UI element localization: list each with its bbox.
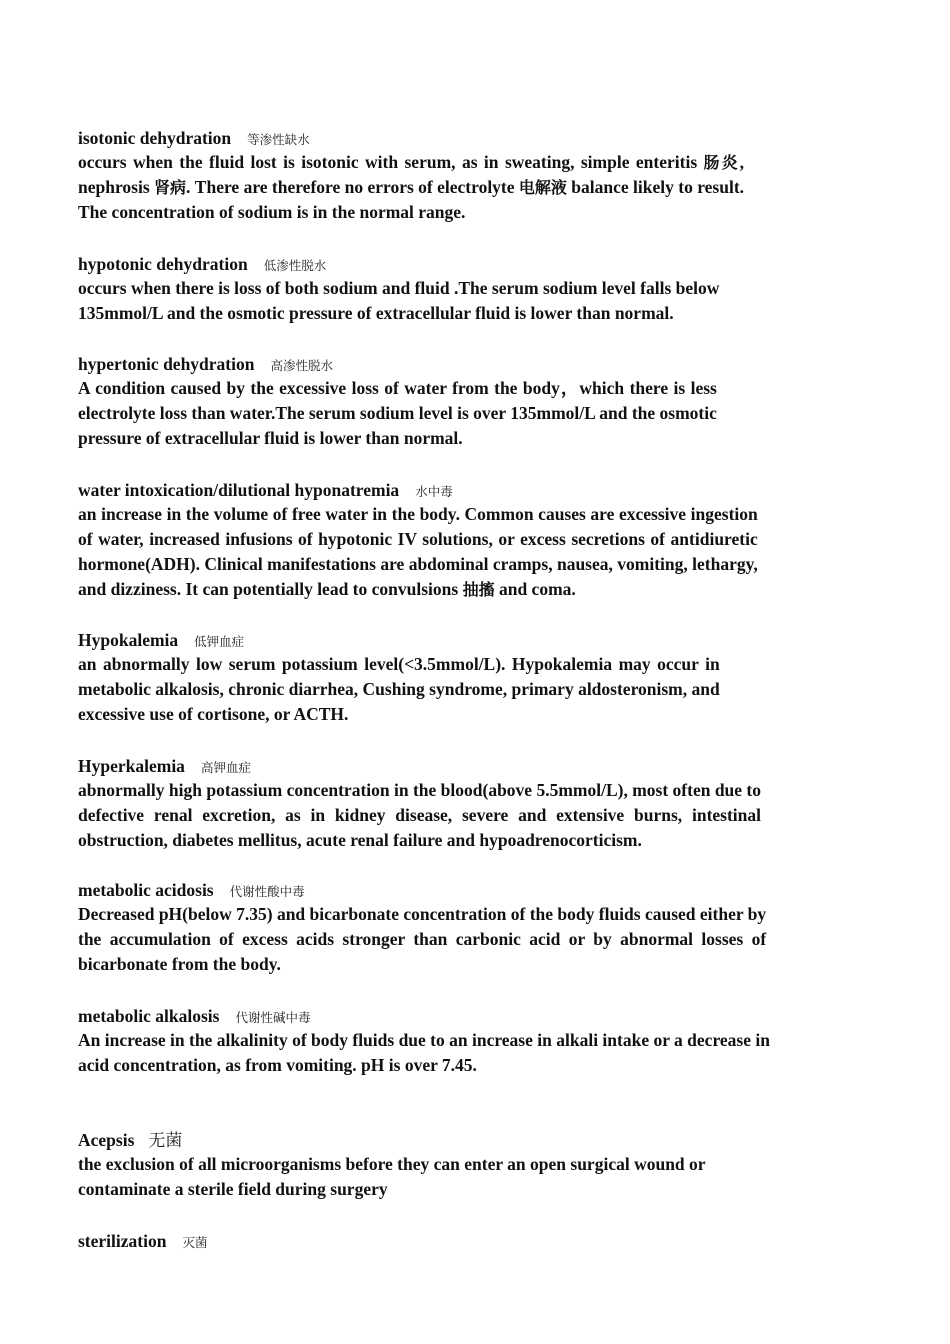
chinese-gloss: 抽搐 xyxy=(462,580,495,599)
term: water intoxication/dilutional hyponatremia xyxy=(78,480,400,500)
definition xyxy=(78,150,744,225)
chinese-gloss: 电解液 xyxy=(518,178,567,197)
definition xyxy=(78,502,758,602)
definition xyxy=(78,778,761,853)
definition-line: an abnormally low serum potassium level(<3.5mmol/L). Hypokalemia may occur in xyxy=(78,654,720,674)
term-chinese: 等渗性缺水 xyxy=(247,132,310,147)
term-chinese: 高渗性脱水 xyxy=(270,358,333,373)
definition-line: hormone(ADH). Clinical manifestations are abdominal cramps, nausea, vomiting, lethargy, xyxy=(78,554,758,574)
definition-line: The concentration of sodium is in the normal range. xyxy=(78,202,466,222)
definition-line: of water, increased infusions of hypotonic IV solutions, or excess secretions of antidiuretic xyxy=(78,529,758,549)
term-chinese: 水中毒 xyxy=(415,484,453,499)
definition xyxy=(78,902,766,977)
definition-line: pressure of extracellular fluid is lower than normal. xyxy=(78,428,463,448)
term-chinese: 低钾血症 xyxy=(194,634,245,649)
definition-line: A condition caused by the excessive loss of water from the body，which there is less xyxy=(78,378,717,398)
term-chinese: 代谢性碱中毒 xyxy=(235,1010,311,1025)
glossary-entry xyxy=(78,628,720,727)
definition-line: obstruction, diabetes mellitus, acute renal failure and hypoadrenocorticism. xyxy=(78,830,642,850)
definition-line: An increase in the alkalinity of body fluids due to an increase in alkali intake or a decrease in xyxy=(78,1030,770,1050)
definition-line: metabolic alkalosis, chronic diarrhea, Cushing syndrome, primary aldosteronism, and xyxy=(78,679,720,699)
definition xyxy=(78,276,719,326)
definition-line: nephrosis 肾病. There are therefore no errors of electrolyte 电解液 balance likely to result. xyxy=(78,177,745,197)
definition-line: acid concentration, as from vomiting. pH is over 7.45. xyxy=(78,1055,477,1075)
term: metabolic acidosis xyxy=(78,880,214,900)
glossary-entry xyxy=(78,878,766,977)
definition-line: an increase in the volume of free water in the body. Common causes are excessive ingestion xyxy=(78,504,758,524)
term: metabolic alkalosis xyxy=(78,1006,220,1026)
term-chinese: 低渗性脱水 xyxy=(263,258,327,273)
term-chinese: 代谢性酸中毒 xyxy=(229,884,305,899)
chinese-gloss: 肾病 xyxy=(154,178,187,197)
definition-line: and dizziness. It can potentially lead to convulsions 抽搐 and coma. xyxy=(78,579,576,599)
term: hypotonic dehydration xyxy=(78,254,248,274)
term: hypertonic dehydration xyxy=(78,354,255,374)
definition xyxy=(78,376,717,451)
definition-line: bicarbonate from the body. xyxy=(78,954,281,974)
glossary-entry xyxy=(78,1004,770,1078)
glossary-entry xyxy=(78,352,717,451)
term-chinese: 灭菌 xyxy=(182,1235,208,1250)
definition-line: electrolyte loss than water.The serum sodium level is over 135mmol/L and the osmotic xyxy=(78,403,717,423)
term: Hyperkalemia xyxy=(78,756,185,776)
term: Acepsis xyxy=(78,1130,135,1150)
term-chinese: 无菌 xyxy=(148,1131,183,1151)
chinese-gloss: 肠炎 xyxy=(703,153,740,172)
definition-line: the exclusion of all microorganisms before they can enter an open surgical wound or xyxy=(78,1154,706,1174)
definition-line: occurs when there is loss of both sodium and fluid .The serum sodium level falls below xyxy=(78,278,720,298)
definition-line: occurs when the fluid lost is isotonic with serum, as in sweating, simple enteritis 肠炎, xyxy=(78,152,745,172)
term: sterilization xyxy=(78,1231,167,1251)
glossary-entry xyxy=(78,126,744,225)
term-chinese: 高钾血症 xyxy=(200,760,251,775)
definition-line: 135mmol/L and the osmotic pressure of extracellular fluid is lower than normal. xyxy=(78,303,674,323)
term: Hypokalemia xyxy=(78,630,179,650)
definition-line: contaminate a sterile field during surgery xyxy=(78,1179,388,1199)
definition-line: Decreased pH(below 7.35) and bicarbonate concentration of the body fluids caused either by xyxy=(78,904,767,924)
glossary-entry xyxy=(78,252,719,326)
glossary-entry xyxy=(78,478,758,602)
glossary-entry xyxy=(78,1128,706,1202)
definition xyxy=(78,652,720,727)
term: isotonic dehydration xyxy=(78,128,232,148)
definition-line: the accumulation of excess acids stronger than carbonic acid or by abnormal losses of xyxy=(78,929,767,949)
definition xyxy=(78,1152,706,1202)
glossary-entry xyxy=(78,754,761,853)
definition xyxy=(78,1028,770,1078)
glossary-entry xyxy=(78,1229,207,1253)
definition-line: defective renal excretion, as in kidney disease, severe and extensive burns, intestinal xyxy=(78,805,762,825)
definition-line: excessive use of cortisone, or ACTH. xyxy=(78,704,349,724)
definition-line: abnormally high potassium concentration in the blood(above 5.5mmol/L), most often due to xyxy=(78,780,762,800)
